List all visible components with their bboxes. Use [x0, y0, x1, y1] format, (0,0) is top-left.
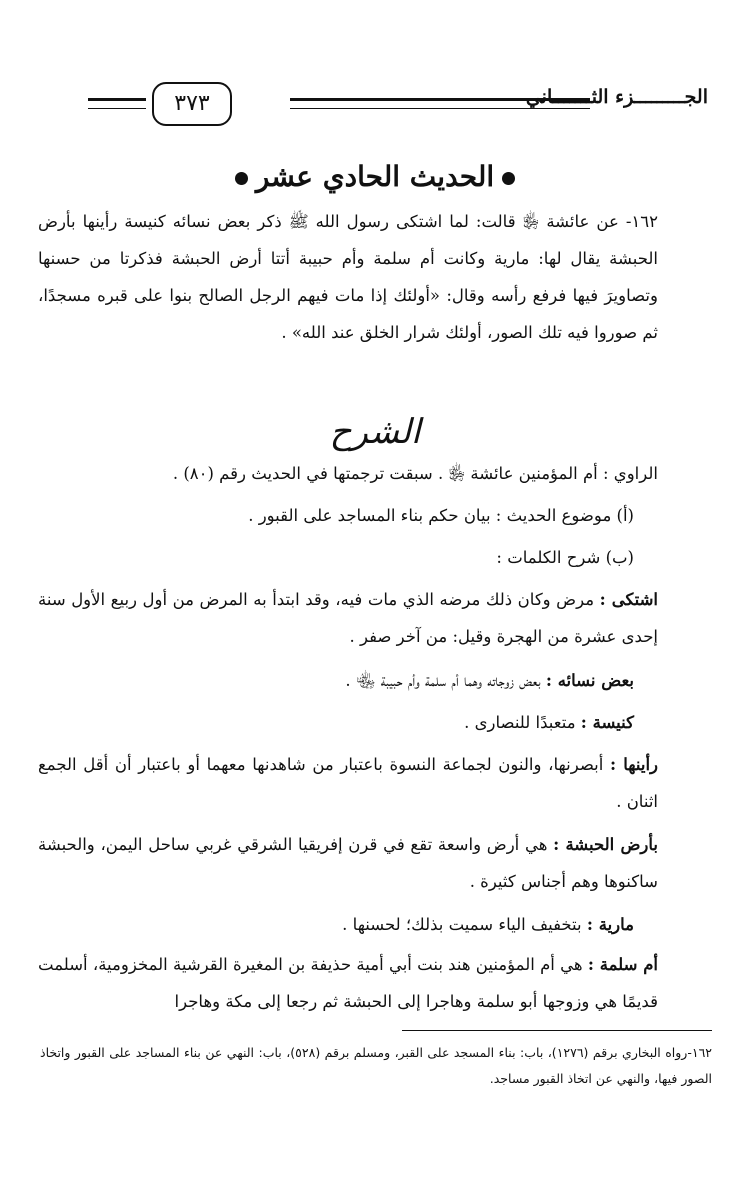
entry-term: أم سلمة : — [587, 955, 658, 974]
entry-habasha — [38, 826, 658, 900]
entry-nisaihi — [14, 662, 658, 699]
entry-text: متعبدًا للنصارى . — [464, 713, 581, 732]
entry-text: هي أرض واسعة تقع في قرن إفريقيا الشرقي غربي ساحل اليمن، والحبشة ساكنوها وهم أجناس كثيرة . — [38, 835, 658, 891]
header-rule-left — [88, 98, 146, 109]
topic-line: (أ) موضوع الحديث : بيان حكم بناء المساجد على القبور . — [248, 506, 634, 525]
header-rule-right — [290, 98, 590, 109]
entry-text: بتخفيف الياء سميت بذلك؛ لحسنها . — [342, 915, 587, 934]
page-header — [88, 82, 708, 128]
entry-term: بأرض الحبشة : — [553, 835, 658, 854]
words-heading: (ب) شرح الكلمات : — [496, 548, 634, 567]
entry-text: مرض وكان ذلك مرضه الذي مات فيه، وقد ابتدأ به المرض من أول ربيع الأول سنة إحدى عشرة من الهجرة وقيل: من آخر صفر . — [38, 590, 658, 646]
entry-term: اشتكى : — [599, 590, 658, 609]
entry-raainaha — [38, 746, 658, 820]
entry-umm-salama — [38, 946, 658, 1020]
page-number: ٣٧٣ — [152, 82, 232, 126]
entry-text: هي أم المؤمنين هند بنت أبي أمية حذيفة بن المغيرة القرشية المخزومية، أسلمت قديمًا هي وزوجها أبو سلمة وهاجرا إلى الحبشة ثم رجعا إلى مكة وهاجرا — [38, 955, 658, 1011]
footnote: ١٦٢-رواه البخاري برقم (١٢٧٦)، باب: بناء المسجد على القبر، ومسلم برقم (٥٢٨)، باب: النهي عن بناء المساجد على القبور واتخاذ الصور فيها، والنهي عن اتخاذ القبور مساجد. — [40, 1045, 713, 1086]
bullet-icon — [235, 172, 248, 185]
entry-term: بعض نسائه : — [545, 671, 634, 690]
entry-ishtaka — [38, 581, 658, 655]
entry-term: مارية : — [586, 915, 634, 934]
sharh-title: الشرح — [329, 412, 421, 452]
hadith-title-row — [0, 160, 750, 193]
footnote-divider — [402, 1030, 712, 1031]
narrator-line: الراوي : أم المؤمنين عائشة ﵂ . سبقت ترجمتها في الحديث رقم (٨٠) . — [172, 464, 658, 483]
entry-text: أبصرنها، والنون لجماعة النسوة باعتبار من شاهدنها معهما أو باعتبار أن أقل الجمع اثنان . — [38, 755, 658, 811]
entry-term: كنيسة : — [580, 713, 634, 732]
entry-text: بعض زوجاته وهما أم سلمة وأم حبيبة ﵄ . — [345, 671, 546, 690]
entry-term: رأينها : — [609, 755, 659, 774]
hadith-text: ١٦٢- عن عائشة ﵂ قالت: لما اشتكى رسول الله ﷺ ذكر بعض نسائه كنيسة رأينها بأرض الحبشة يقال لها: مارية وكانت أم سلمة وأم حبيبة أتتا أرض الحبشة فذكرتا من حسنها وتصاويرَ فيها فرفع رأسه وقال: «أولئك إذا مات فيهم الرجل الصالح بنوا على قبره مسجدًا، ثم صوروا فيه تلك الصور، أولئك شرار الخلق عند الله» . — [38, 212, 658, 342]
hadith-title: الحديث الحادي عشر — [255, 160, 495, 193]
running-title: الجـــــــــزء الثـــــــاني — [525, 86, 708, 108]
entry-mariya — [14, 906, 658, 943]
entry-kanisa — [14, 704, 658, 741]
bullet-icon — [502, 172, 515, 185]
